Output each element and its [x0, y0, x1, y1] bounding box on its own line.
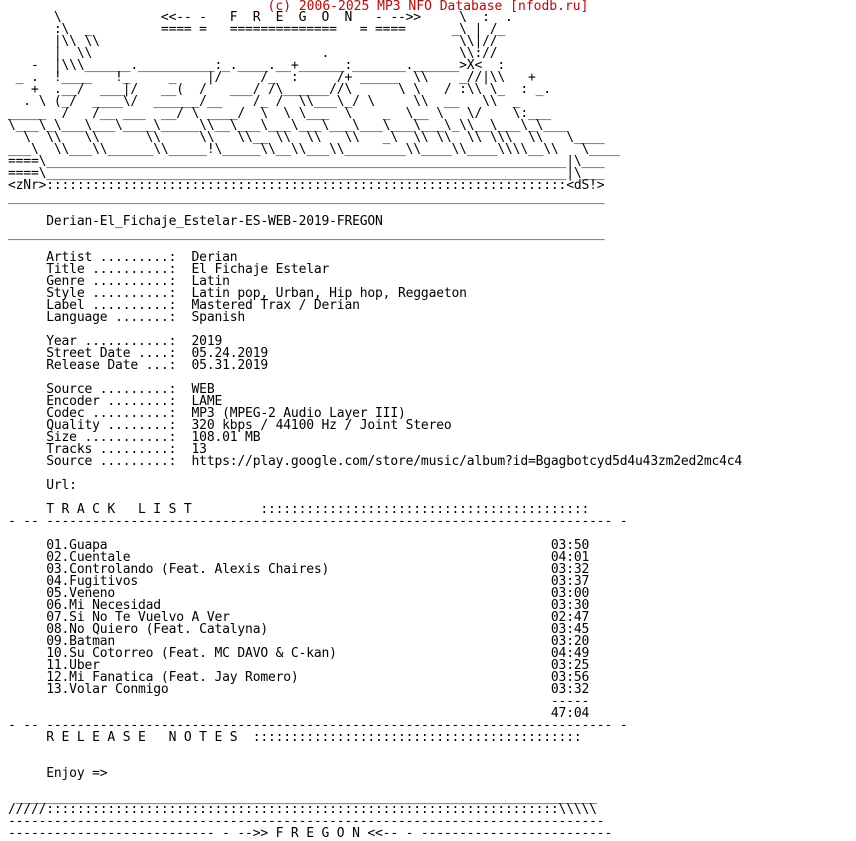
- nfo-text: \ <<-- - F R E G O N - -->> \ : . :\ _ ==== = ============== = ==== _\ | /_ |\\ \\ \\|// | \\ . \\:// - |\\\______.__________:_.____.__+______:_______.______>X< : _ . !____ !_ _ |/ /_ : /+ _____ \\ _//|\\ + + .__/ ___|/ __( / ___/ /\______//\ \ \ / :\\ \_ : _. . \ (_/ ____\/ ______/__ /_ / \\___\_/ \ \\ __ \\ _ _____ / /__ ___ __/ \ ____/ \ \ \___ \ _ \__ \ \/ \:___ \___\_\___\___\____\_____\\__\___\___\___\___\___\___\___\_\\__\___\_\___ \ \\ \\ \\ \\ \\__ \\ \\ \\ _\ \\ \\ \\ \\\ \\ \____ ___\ \\___\\______\\_____!\_____\\__\\___\\________\\____\\____\\\\__\\ \____ ====\____________________________________________________________________|\___ ====\____________________________________________________________________|\___ <zNr>::::::::::::::::::::::::::::::::::::::::::::::::::::::::::::::::::::<dS!> ______________________________________________________________________________ Derian-El_Fichaje_Estelar-ES-WEB-2019-FREGON ______________________________________________________________________________ Artist .........: Derian Title ..........: El Fichaje Estelar Genre ..........: Latin Style ..........: Latin pop, Urban, Hip hop, Reggaeton Label ..........: Mastered Trax / Derian Language .......: Spanish Year ...........: 2019 Street Date ....: 05.24.2019 Release Date ...: 05.31.2019 Source .........: WEB Encoder ........: LAME Codec ..........: MP3 (MPEG-2 Audio Layer III) Quality ........: 320 kbps / 44100 Hz / Joint Stereo Size ...........: 108.01 MB Tracks .........: 13 Source .........: https://play.google.com/store/music/album?id=Bgagbotcyd5d4u43zm2ed2mc4c4 Url: T R A C K L I S T ::::::::::::::::::::::::::::::::::::::::::: - -- -------------------------------------------------------------------------- - 01.Guapa 03:50 02.Cuentale 04:01 03.Controlando (Feat. Alexis Chaires) 03:32 04.Fugitivos 03:37 05.Veneno 03:00 06.Mi Necesidad 03:30 07.Si No Te Vuelvo A Ver 02:47 08.No Quiero (Feat. Catalyna) 03:45 09.Batman 03:20 10.Su Cotorreo (Feat. MC DAVO & C-kan) 04:49 11.Uber 03:25 12.Mi Fanatica (Feat. Jay Romero) 03:56 13.Volar Conmigo 03:32 ----- 47:04 - -- -------------------------------------------------------------------------- - R E L E A S E N O T E S ::::::::::::::::::::::::::::::::::::::::::: Enjoy => ____________________________________________________________________________ /////:::::::::::::::::::::::::::::::::::::::::::::::::::::::::::::::::::\\\\\ ------------------------------------------------------------------------------ --------------------------- - -->> F R E G O N <<-- - -------------------------: [8, 10, 743, 841]
- site-header: (c) 2006-2025 MP3 NFO Database [nfodb.ru]: [267, 0, 589, 14]
